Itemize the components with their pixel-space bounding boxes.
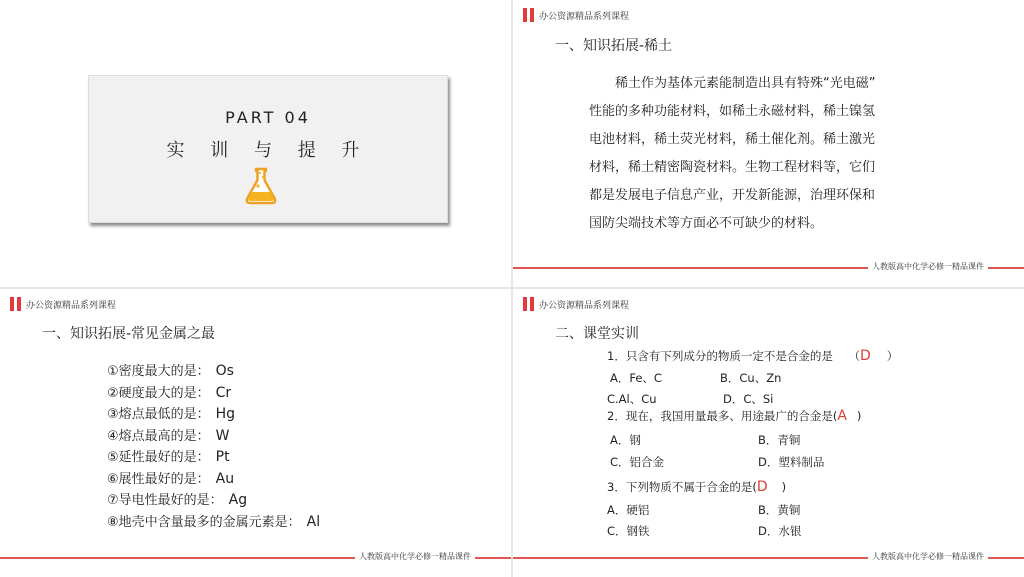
record-answer: Cr [215, 384, 232, 401]
header-bars-icon [10, 297, 21, 311]
option: D．C、Si [723, 392, 774, 406]
record-answer: Hg [215, 406, 236, 422]
paragraph-line: 国防尖端技术等方面必不可缺少的材料。 [589, 216, 824, 231]
question-text: 2．现在，我国用量最多、用途最广的合金是( [607, 409, 838, 423]
record-question: ③熔点最低的是： [107, 407, 210, 422]
option: C．钢铁 [607, 524, 650, 538]
part-number: PART 04 [225, 108, 311, 127]
answer-open: （ [848, 349, 860, 363]
slide-footer [513, 262, 1024, 272]
list-item [107, 512, 320, 534]
metal-records-list [107, 361, 320, 533]
header-text: 办公资源精品系列课程 [26, 300, 117, 311]
slide-practice[interactable] [513, 289, 1024, 577]
record-question: ⑥展性最好的是： [107, 471, 210, 487]
answer-mark: D [859, 348, 871, 364]
slide-metal-records[interactable] [0, 289, 511, 577]
record-answer: Ag [228, 492, 248, 508]
answer-mark: D [756, 479, 768, 495]
header-text: 办公资源精品系列课程 [539, 11, 630, 22]
paragraph-line: 都是发展电子信息产业，开发新能源，治理环保和 [589, 188, 876, 203]
option: A．钢 [610, 433, 641, 447]
option: B．黄铜 [758, 503, 801, 517]
slide-header [10, 297, 116, 311]
slide-footer [513, 552, 1024, 562]
section-card [88, 75, 448, 223]
paragraph-line: 材料，稀土精密陶瓷材料。生物工程材料等，它们 [589, 160, 876, 175]
answer-close: ) [781, 480, 787, 494]
answer-close: ) [856, 409, 862, 423]
list-item [107, 426, 320, 448]
list-item [107, 447, 320, 469]
slide-title: 一、知识拓展-稀土 [555, 38, 673, 54]
paragraph-line: 电池材料，稀土荧光材料，稀土催化剂。稀土激光 [589, 132, 876, 147]
flask-icon [243, 166, 279, 206]
slide-footer [0, 552, 511, 562]
record-answer: W [215, 427, 230, 444]
slide-title: 二、课堂实训 [555, 326, 639, 342]
record-answer: Al [306, 513, 321, 530]
question-2 [607, 408, 861, 424]
option: A．Fe、C [610, 371, 662, 385]
header-bars-icon [523, 297, 534, 311]
question-3 [607, 479, 786, 495]
rare-earth-paragraph [589, 70, 919, 238]
option: B．青铜 [758, 433, 801, 447]
paragraph-line: 性能的多种功能材料，如稀土永磁材料，稀土镍氢 [589, 104, 876, 119]
record-question: ⑦导电性最好的是： [107, 493, 223, 508]
slide-header [523, 8, 629, 22]
section-subtitle: 实 训 与 提 升 [166, 140, 370, 161]
record-answer: Au [215, 470, 235, 487]
record-answer: Pt [215, 449, 230, 465]
slide-title: 一、知识拓展-常见金属之最 [42, 326, 216, 342]
option: D．水银 [758, 524, 802, 538]
list-item [107, 383, 320, 405]
answer-close: ） [886, 349, 899, 363]
record-question: ⑤延性最好的是： [107, 450, 210, 465]
slide-part-04[interactable] [0, 0, 511, 287]
question-text: 1．只含有下列成分的物质一定不是合金的是 [607, 349, 833, 363]
question-1 [607, 348, 898, 364]
option: B．Cu、Zn [720, 371, 782, 385]
option: C.Al、Cu [607, 392, 657, 406]
footer-text: 人教版高中化学必修一精品课件 [868, 262, 988, 272]
list-item [107, 490, 320, 512]
record-question: ④熔点最高的是： [107, 428, 210, 444]
option: D．塑料制品 [758, 455, 825, 469]
list-item [107, 361, 320, 383]
slide-header [523, 297, 629, 311]
list-item [107, 469, 320, 491]
record-question: ⑧地壳中含量最多的金属元素是： [107, 514, 301, 530]
footer-text: 人教版高中化学必修一精品课件 [868, 552, 988, 562]
option: C．铝合金 [610, 455, 665, 469]
record-question: ②硬度最大的是： [107, 385, 210, 401]
header-bars-icon [523, 8, 534, 22]
paragraph-line: 稀土作为基体元素能制造出具有特殊“光电磁” [589, 76, 876, 91]
record-answer: Os [215, 363, 234, 379]
record-question: ①密度最大的是： [107, 364, 210, 379]
question-text: 3．下列物质不属于合金的是( [607, 480, 757, 494]
footer-text: 人教版高中化学必修一精品课件 [355, 552, 475, 562]
option: A．硬铝 [607, 503, 650, 517]
header-text: 办公资源精品系列课程 [539, 300, 630, 311]
list-item [107, 404, 320, 426]
answer-mark: A [837, 408, 847, 424]
